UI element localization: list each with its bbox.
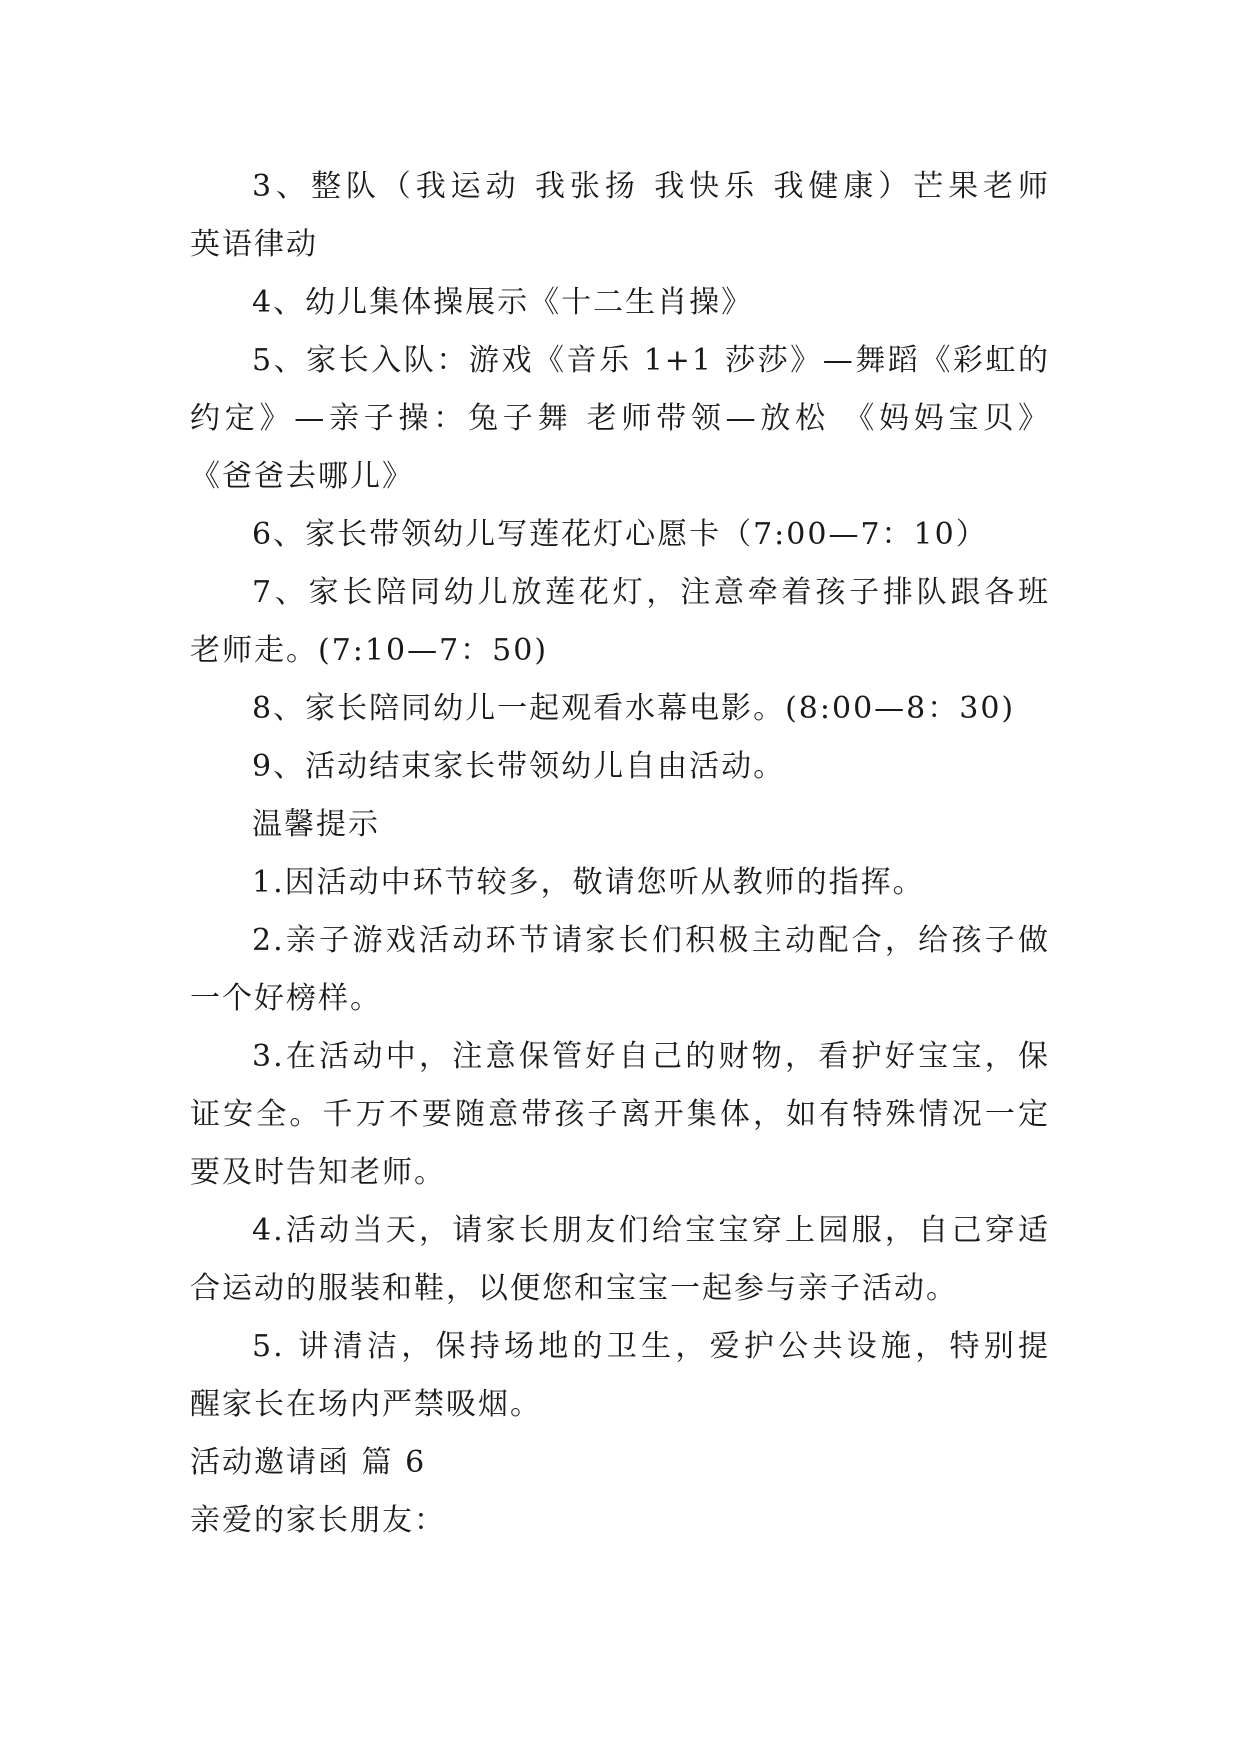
text-line: 4.活动当天，请家长朋友们给宝宝穿上园服，自己穿适 xyxy=(252,1213,1050,1248)
text-line: 一个好榜样。 xyxy=(190,981,382,1016)
text-line: 约定》—亲子操：兔子舞 老师带领—放松 《妈妈宝贝》 xyxy=(190,401,1050,436)
text-line: 3.在活动中，注意保管好自己的财物，看护好宝宝，保 xyxy=(252,1039,1050,1074)
text-line: 证安全。千万不要随意带孩子离开集体，如有特殊情况一定 xyxy=(190,1097,1050,1132)
text-line: 温馨提示 xyxy=(252,807,380,842)
document-page xyxy=(190,158,1050,1550)
text-line: 6、家长带领幼儿写莲花灯心愿卡（7:00—7：10） xyxy=(252,517,988,552)
text-line: 3、整队（我运动 我张扬 我快乐 我健康）芒果老师 xyxy=(252,169,1050,204)
text-line: 醒家长在场内严禁吸烟。 xyxy=(190,1387,542,1422)
text-line: 老师走。(7:10—7：50) xyxy=(190,633,549,668)
text-line: 《爸爸去哪儿》 xyxy=(190,459,414,494)
text-line: 9、活动结束家长带领幼儿自由活动。 xyxy=(252,749,786,784)
text-line: 英语律动 xyxy=(190,227,318,262)
text-line: 亲爱的家长朋友： xyxy=(190,1503,446,1538)
text-line: 2.亲子游戏活动环节请家长们积极主动配合，给孩子做 xyxy=(252,923,1050,958)
text-line: 7、家长陪同幼儿放莲花灯，注意牵着孩子排队跟各班 xyxy=(252,575,1050,610)
text-line: 合运动的服装和鞋，以便您和宝宝一起参与亲子活动。 xyxy=(190,1271,958,1306)
text-line: 5、家长入队：游戏《音乐 1+1 莎莎》—舞蹈《彩虹的 xyxy=(252,343,1050,378)
text-line: 5. 讲清洁，保持场地的卫生，爱护公共设施，特别提 xyxy=(252,1329,1050,1364)
text-line: 8、家长陪同幼儿一起观看水幕电影。(8:00—8：30) xyxy=(252,691,1016,726)
text-line: 活动邀请函 篇 6 xyxy=(190,1445,427,1480)
text-line: 4、幼儿集体操展示《十二生肖操》 xyxy=(252,285,754,320)
text-line: 要及时告知老师。 xyxy=(190,1155,446,1190)
text-line: 1.因活动中环节较多，敬请您听从教师的指挥。 xyxy=(252,865,925,900)
